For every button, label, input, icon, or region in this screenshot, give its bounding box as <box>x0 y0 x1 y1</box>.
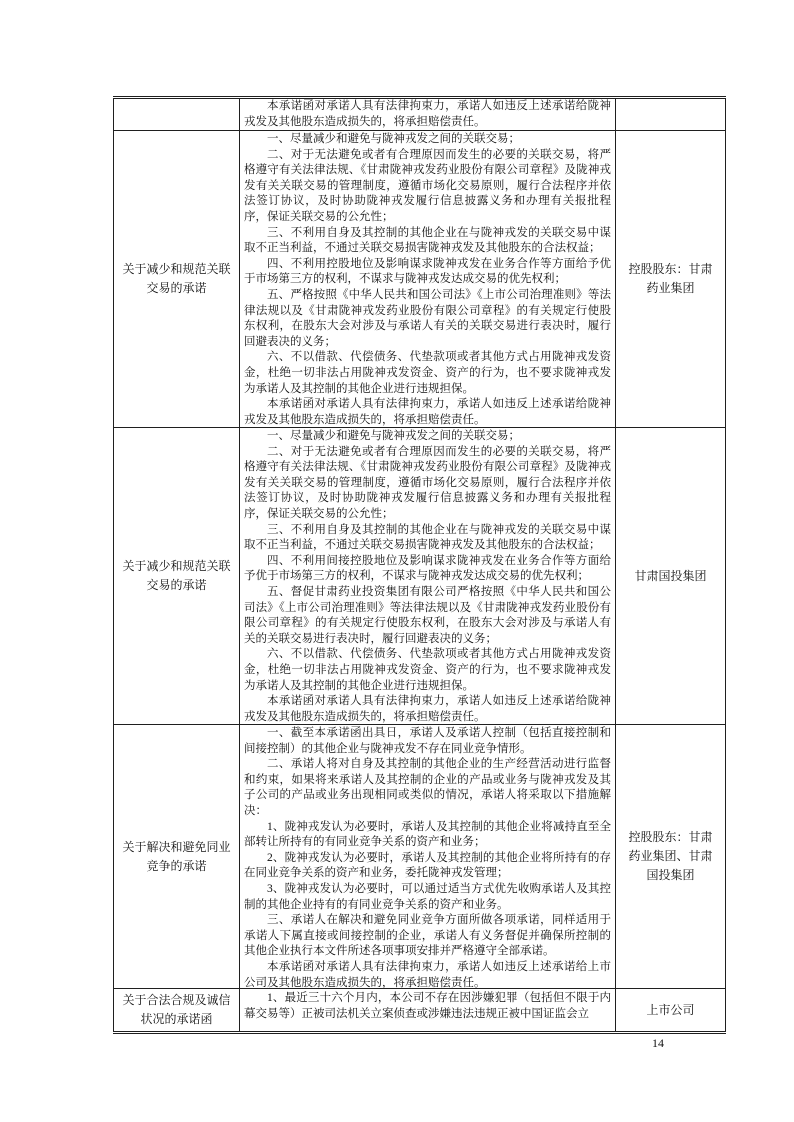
commitment-content <box>240 989 616 1033</box>
commitment-paragraph: 1、陇神戎发认为必要时，承诺人及其控制的其他企业将减持直至全部转让所持有的有同业竞争关系的资产和业务； <box>244 820 611 849</box>
commitment-label: 关于合法合规及诚信状况的承诺函 <box>114 989 240 1033</box>
commitment-text-block <box>244 428 611 724</box>
commitment-paragraph: 六、不以借款、代偿债务、代垫款项或者其他方式占用陇神戎发资金，杜绝一切非法占用陇神戎发资金、资产的行为，也不要求陇神戎发为承诺人及其控制的其他企业进行违规担保。 <box>244 351 611 395</box>
commitment-label <box>114 98 240 131</box>
commitment-paragraph: 一、截至本承诺函出具日，承诺人及承诺人控制（包括直接控制和间接控制）的其他企业与陇神戎发不存在同业竞争情形。 <box>244 727 611 755</box>
commitments-table <box>113 96 726 1034</box>
commitment-paragraph: 二、对于无法避免或者有合理原因而发生的必要的关联交易，将严格遵守有关法律法规、《甘肃陇神戎发药业股份有限公司章程》及陇神戎发有关关联交易的管理制度，遵循市场化交易原则，履行合法程序并依法签订协议，及时协助陇神戎发履行信息披露义务和办理有关报批程序，保证关联交易的公允性； <box>244 445 611 520</box>
commitment-content <box>240 725 616 989</box>
commitment-paragraph: 五、督促甘肃药业投资集团有限公司严格按照《中华人民共和国公司法》《上市公司治理准则》等法律法规以及《甘肃陇神戎发药业股份有限公司章程》的有关规定行使股东权利，在股东大会对涉及与承诺人有关的关联交易进行表决时，履行回避表决的义务； <box>244 585 611 645</box>
table-row <box>114 98 726 131</box>
commitment-paragraph: 三、不利用自身及其控制的其他企业在与陇神戎发的关联交易中谋取不正当利益，不通过关联交易损害陇神戎发及其他股东的合法权益； <box>244 523 611 552</box>
commitment-party: 控股股东：甘肃药业集团 <box>616 131 726 428</box>
commitment-paragraph: 四、不利用间接控股地位及影响谋求陇神戎发在业务合作等方面给予优于市场第三方的权利，不谋求与陇神戎发达成交易的优先权利； <box>244 554 611 583</box>
commitment-label: 关于解决和避免同业竞争的承诺 <box>114 725 240 989</box>
commitment-paragraph: 本承诺函对承诺人具有法律拘束力，承诺人如违反上述承诺给上市公司及其他股东造成损失的，将承担赔偿责任。 <box>244 960 611 988</box>
commitment-paragraph: 本承诺函对承诺人具有法律拘束力，承诺人如违反上述承诺给陇神戎发及其他股东造成损失的，将承担赔偿责任。 <box>244 100 611 128</box>
commitment-paragraph: 二、对于无法避免或者有合理原因而发生的必要的关联交易，将严格遵守有关法律法规、《甘肃陇神戎发药业股份有限公司章程》及陇神戎发有关关联交易的管理制度，遵循市场化交易原则，履行合法程序并依法签订协议，及时协助陇神戎发履行信息披露义务和办理有关报批程序，保证关联交易的公允性； <box>244 148 611 223</box>
commitment-content <box>240 131 616 428</box>
commitment-text-block <box>244 989 611 1027</box>
commitment-label: 关于减少和规范关联交易的承诺 <box>114 428 240 725</box>
commitment-paragraph: 一、尽量减少和避免与陇神戎发之间的关联交易； <box>267 133 520 145</box>
commitment-party: 甘肃国投集团 <box>616 428 726 725</box>
commitment-paragraph: 本承诺函对承诺人具有法律拘束力，承诺人如违反上述承诺给陇神戎发及其他股东造成损失的，将承担赔偿责任。 <box>244 398 611 426</box>
commitment-paragraph: 1、最近三十六个月内，本公司不存在因涉嫌犯罪（包括但不限于内幕交易等）正被司法机关立案侦查或涉嫌违法违规正被中国证监会立 <box>244 992 611 1020</box>
commitment-paragraph: 一、尽量减少和避免与陇神戎发之间的关联交易； <box>267 430 520 442</box>
page-number: 14 <box>652 1036 664 1050</box>
table-row <box>114 989 726 1033</box>
commitment-paragraph: 四、不利用控股地位及影响谋求陇神戎发在业务合作等方面给予优于市场第三方的权利，不谋求与陇神戎发达成交易的优先权利； <box>244 257 611 286</box>
commitment-paragraph: 2、陇神戎发认为必要时，承诺人及其控制的其他企业将所持有的存在同业竞争关系的资产和业务，委托陇神戎发管理； <box>244 851 611 880</box>
table-row <box>114 131 726 428</box>
commitment-paragraph: 三、承诺人在解决和避免同业竞争方面所做各项承诺，同样适用于承诺人下属直接或间接控制的企业，承诺人有义务督促并确保所控制的其他企业执行本文件所述各项事项安排并严格遵守全部承诺。 <box>244 914 611 958</box>
commitment-text-block <box>244 99 611 130</box>
commitment-text-block <box>244 725 611 988</box>
commitment-content <box>240 428 616 725</box>
commitment-label: 关于减少和规范关联交易的承诺 <box>114 131 240 428</box>
commitment-paragraph: 三、不利用自身及其控制的其他企业在与陇神戎发的关联交易中谋取不正当利益，不通过关联交易损害陇神戎发及其他股东的合法权益； <box>244 226 611 255</box>
table-row <box>114 428 726 725</box>
commitment-paragraph: 六、不以借款、代偿债务、代垫款项或者其他方式占用陇神戎发资金，杜绝一切非法占用陇神戎发资金、资产的行为，也不要求陇神戎发为承诺人及其控制的其他企业进行违规担保。 <box>244 648 611 692</box>
commitment-paragraph: 3、陇神戎发认为必要时，可以通过适当方式优先收购承诺人及其控制的其他企业持有的有同业竞争关系的资产和业务。 <box>244 882 611 911</box>
commitment-paragraph: 二、承诺人将对自身及其控制的其他企业的生产经营活动进行监督和约束，如果将来承诺人及其控制的企业的产品或业务与陇神戎发及其子公司的产品或业务出现相同或类似的情况，承诺人将采取以下措施解决： <box>244 758 611 817</box>
commitment-paragraph: 本承诺函对承诺人具有法律拘束力，承诺人如违反上述承诺给陇神戎发及其他股东造成损失的，将承担赔偿责任。 <box>244 695 611 723</box>
commitment-party <box>616 98 726 131</box>
commitment-party: 控股股东：甘肃药业集团、甘肃国投集团 <box>616 725 726 989</box>
commitment-content <box>240 98 616 131</box>
table-row <box>114 725 726 989</box>
commitment-text-block <box>244 131 611 427</box>
commitment-paragraph: 五、严格按照《中华人民共和国公司法》《上市公司治理准则》等法律法规以及《甘肃陇神戎发药业股份有限公司章程》的有关规定行使股东权利，在股东大会对涉及与承诺人有关的关联交易进行表决时，履行回避表决的义务； <box>244 288 611 348</box>
commitment-party: 上市公司 <box>616 989 726 1033</box>
